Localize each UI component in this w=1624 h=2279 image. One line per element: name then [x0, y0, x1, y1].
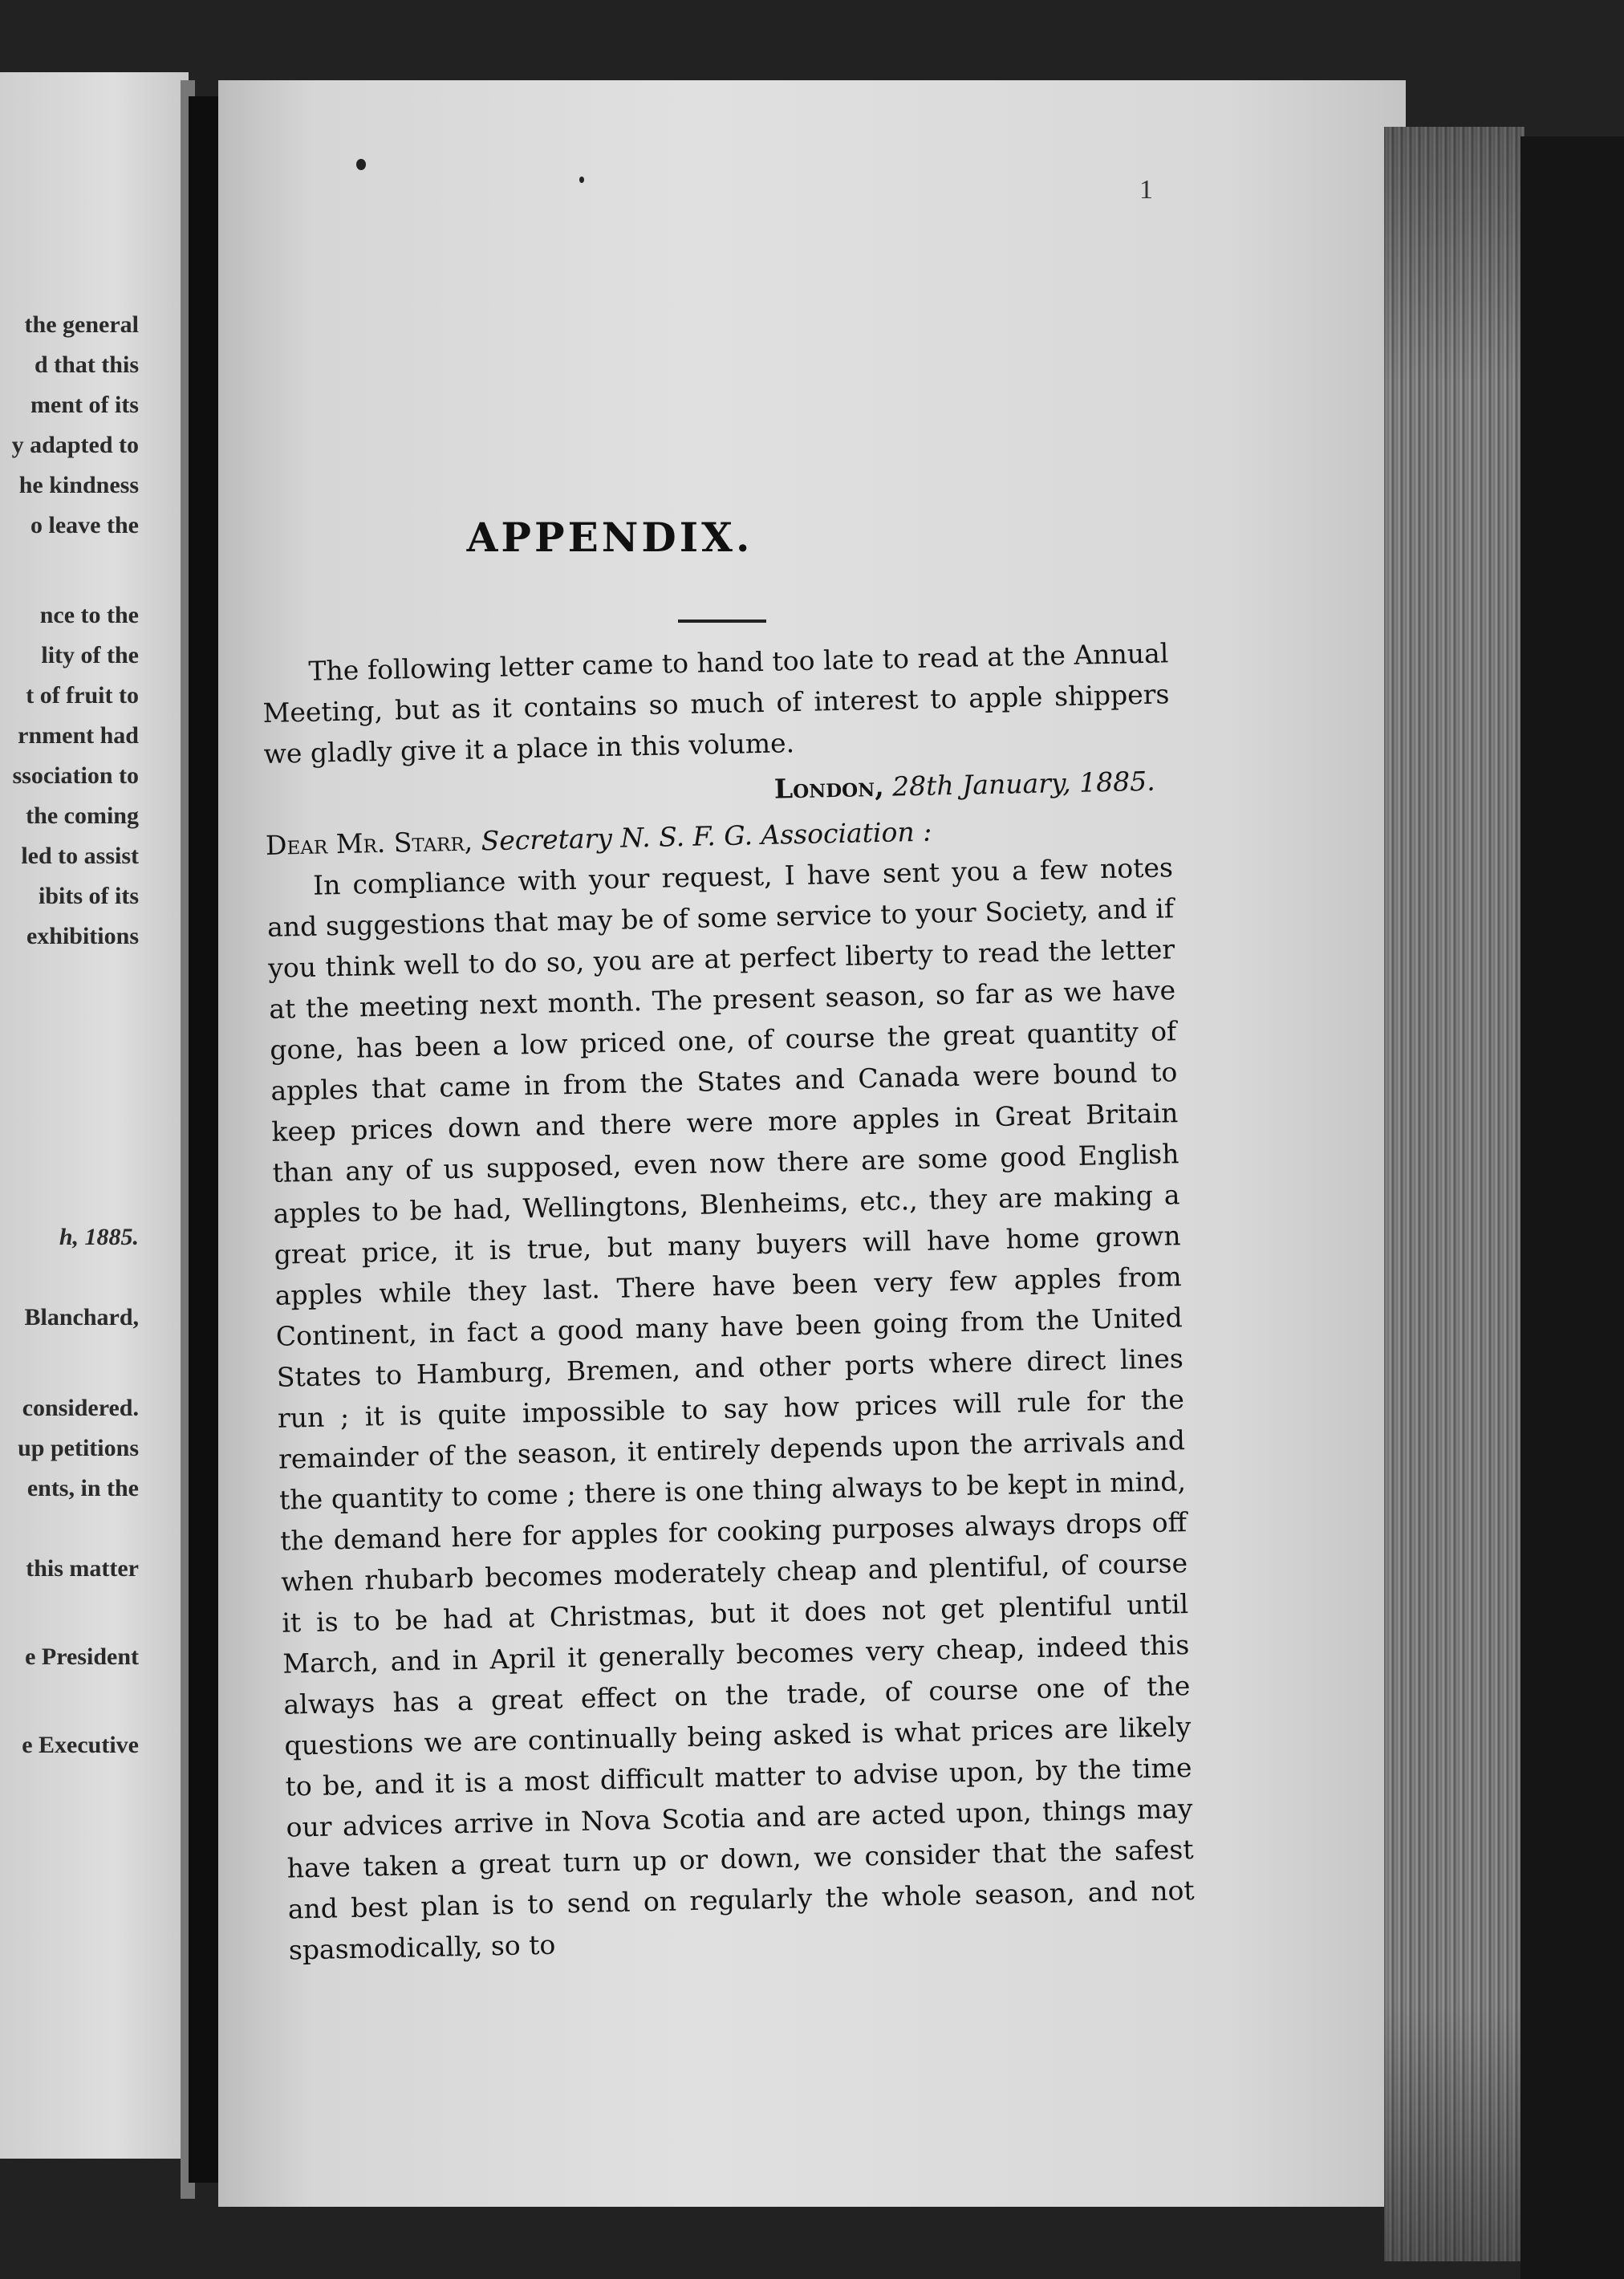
left-page-line: this matter — [26, 1555, 139, 1582]
left-page-line: the coming — [26, 802, 139, 829]
left-page-line: ents, in the — [26, 1475, 139, 1501]
left-page-line: ssociation to — [12, 762, 139, 789]
left-page-line: the general — [24, 311, 139, 338]
left-page-line: o leave the — [30, 512, 139, 538]
page-title: APPENDIX. — [466, 514, 753, 561]
left-page-line: h, 1885. — [59, 1224, 139, 1250]
left-page-line: t of fruit to — [26, 682, 139, 709]
left-page-line: up petitions — [18, 1435, 139, 1461]
left-page-line: d that this — [34, 351, 139, 378]
left-facing-page — [0, 72, 189, 2159]
letter-text — [262, 632, 1196, 1970]
title-rule — [678, 620, 766, 623]
left-page-line: nce to the — [39, 602, 139, 628]
ink-spot — [356, 159, 366, 170]
left-page-line: he kindness — [18, 472, 139, 498]
dateline-date: 28th January, 1885. — [891, 765, 1156, 802]
ink-spot — [579, 177, 584, 183]
book-cover-edge — [1520, 136, 1624, 2279]
left-page-line: ibits of its — [38, 883, 139, 909]
left-page-line: y adapted to — [11, 432, 139, 458]
salutation-title: Secretary N. S. F. G. Association : — [481, 815, 932, 857]
dateline-city: London, — [773, 770, 885, 805]
left-page-line: led to assist — [21, 843, 139, 869]
left-page-line: considered. — [22, 1395, 139, 1421]
left-page-line: e President — [25, 1643, 139, 1670]
left-page-line: exhibitions — [26, 923, 139, 949]
page-edges-shading — [1384, 127, 1525, 2261]
letter-body: In compliance with your request, I have sent you a few notes and suggestions that may be of some service to your Society, and if you think well to do so, you are at perfect liberty to read the letter at the meeting next month. The present season, so far as we have gone, has been a low priced one, of course the great quantity of apples that came in from the States and Canada were bound to keep prices down and there were more apples in Great Britain than any of us supposed, even now there are some good English apples to be had, Wellingtons, Blenheims, etc., they are making a great price, it is true, but many buyers will have home grown apples while they last. There have been very few apples from Continent, in fact a good many have been going from the United States to Hamburg, Bremen, and other ports where direct lines run ; it is quite impossible to say how prices will rule for the remainder of the season, it entirely depends upon the arrivals and the quantity to come ; there is one thing always to be kept in mind, the demand here for apples for cooking purposes always drops off when rhubarb becomes moderately cheap and plentiful, of course it is to be had at Christmas, but it does not get plentiful until March, and in April it generally becomes very cheap, indeed this always has a great effect on the trade, of course one of the questions we are continually being asked is what prices are likely to be, and it is a most difficult matter to advise upon, by the time our advices arrive in Nova Scotia and are acted upon, things may have taken a great turn up or down, we consider that the safest and best plan is to send on regularly the whole season, and not spasmodically, so to — [266, 851, 1195, 1966]
intro-paragraph: The following letter came to hand too late to read at the Annual Meeting, but as it contains so much of interest to apple shippers we gladly give it a place in this volume. — [262, 637, 1170, 770]
salutation-name: Dear Mr. Starr, — [265, 825, 473, 861]
left-page-line: ment of its — [30, 392, 139, 418]
left-page-line: e Executive — [22, 1732, 139, 1758]
left-page-line: Blanchard, — [24, 1304, 139, 1330]
left-page-line: lity of the — [41, 642, 139, 668]
left-page-line: rnment had — [18, 722, 139, 749]
page-number: 1 — [1139, 175, 1153, 205]
